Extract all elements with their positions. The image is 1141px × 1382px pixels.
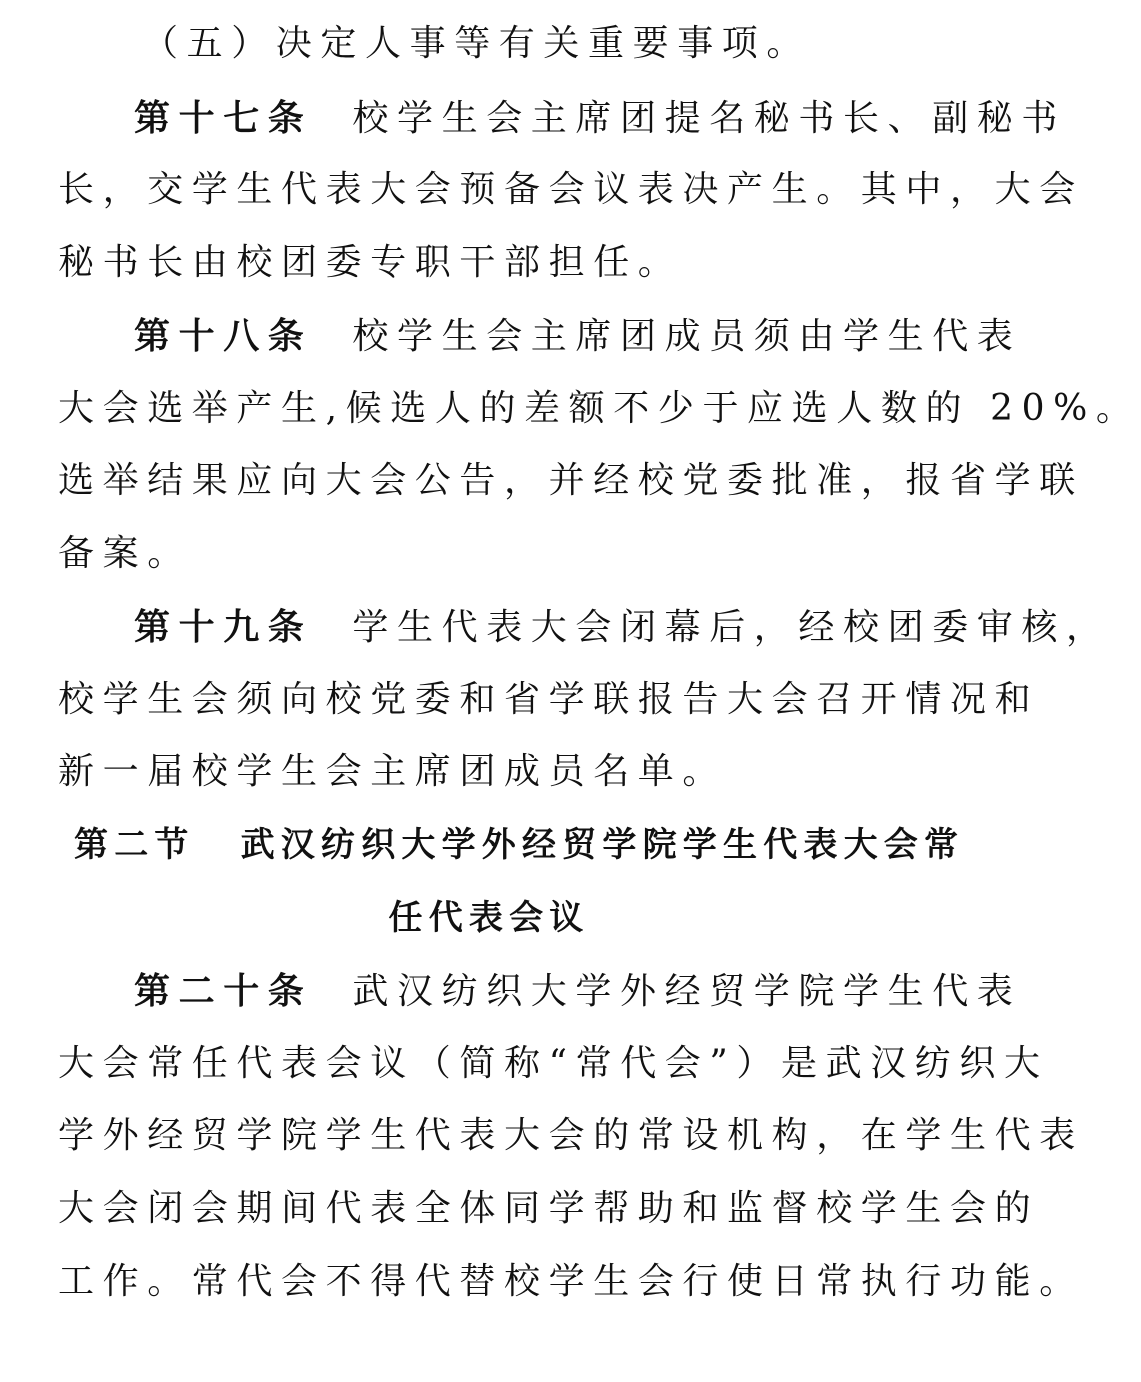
article-20-label: 第二十条 bbox=[134, 970, 313, 1012]
article-19-text-1: 学生代表大会闭幕后，经校团委审核， bbox=[352, 607, 1111, 648]
article-19-line-1 bbox=[134, 597, 1112, 657]
article-17-line-2: 长，交学生代表大会预备会议表决产生。其中，大会 bbox=[58, 169, 1084, 210]
article-18-line-4: 备案。 bbox=[58, 533, 192, 574]
item-five-text: （五）决定人事等有关重要事项。 bbox=[142, 23, 812, 64]
article-18-line-1 bbox=[134, 306, 1112, 366]
article-20-line-5: 工作。常代会不得代替校学生会行使日常执行功能。 bbox=[58, 1261, 1084, 1302]
article-17-text-1: 校学生会主席团提名秘书长、副秘书 bbox=[352, 98, 1067, 139]
section-2-label: 第二节 bbox=[74, 825, 195, 865]
article-19-line-2: 校学生会须向校党委和省学联报告大会召开情况和 bbox=[58, 679, 1040, 720]
article-20-line-4: 大会闭会期间代表全体同学帮助和监督校学生会的 bbox=[58, 1188, 1040, 1229]
article-18-label: 第十八条 bbox=[134, 315, 313, 357]
article-17-line-3: 秘书长由校团委专职干部担任。 bbox=[58, 242, 683, 283]
article-20-line-3: 学外经贸学院学生代表大会的常设机构，在学生代表 bbox=[58, 1115, 1084, 1156]
section-2-title-1: 武汉纺织大学外经贸学院学生代表大会常 bbox=[240, 825, 965, 865]
article-20-line-1 bbox=[134, 961, 1112, 1021]
section-2-heading-line-2: 任代表会议 bbox=[388, 898, 590, 938]
article-18-text-1: 校学生会主席团成员须由学生代表 bbox=[352, 316, 1022, 357]
article-17-line-1 bbox=[134, 88, 1112, 148]
article-19-line-3: 新一届校学生会主席团成员名单。 bbox=[58, 751, 728, 792]
article-17-label: 第十七条 bbox=[134, 97, 313, 139]
section-2-heading-line-1 bbox=[74, 815, 1052, 875]
article-20-line-2: 大会常任代表会议（简称“常代会”）是武汉纺织大 bbox=[58, 1043, 1049, 1084]
article-19-label: 第十九条 bbox=[134, 606, 313, 648]
article-20-text-1: 武汉纺织大学外经贸学院学生代表 bbox=[352, 971, 1022, 1012]
article-18-line-3: 选举结果应向大会公告，并经校党委批准，报省学联 bbox=[58, 460, 1084, 501]
article-18-line-2: 大会选举产生,候选人的差额不少于应选人数的 20%。 bbox=[58, 388, 1141, 429]
